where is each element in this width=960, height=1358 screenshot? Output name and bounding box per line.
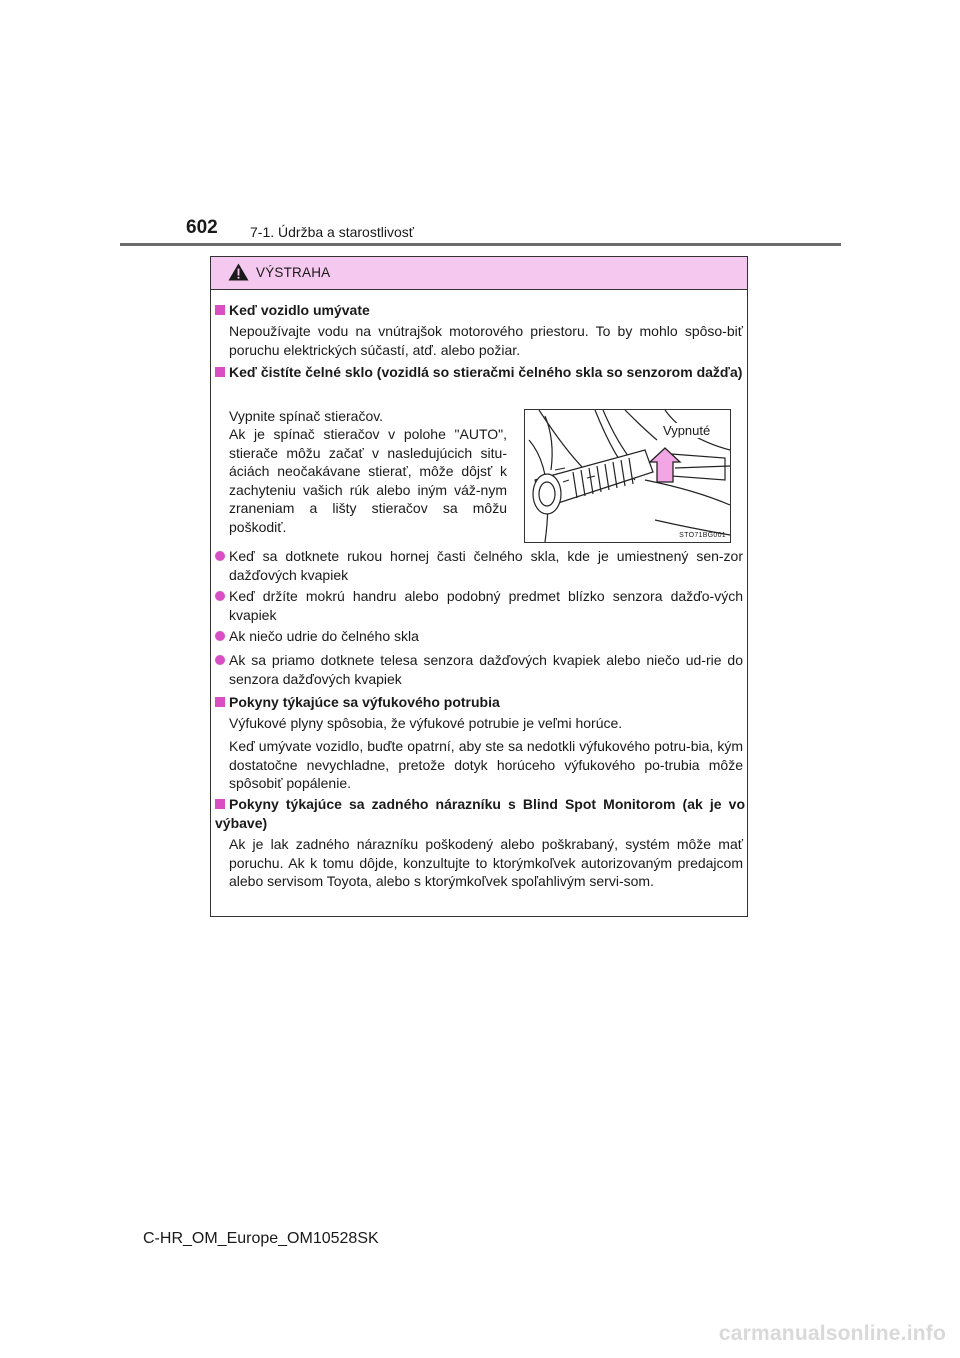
- page-number: 602: [186, 217, 218, 238]
- figure-code: STO71BG001: [679, 532, 726, 539]
- square-bullet-icon: [215, 367, 225, 377]
- section-title: 7-1. Údržba a starostlivosť: [250, 224, 414, 240]
- para-wiper-auto: Ak je spínač stieračov v polohe "AUTO", stierače môžu začať v nasledujúcich situ-áciách neočakávane stierať, môže dôjsť k zachyteniu vašich rúk alebo iným váž-nym zraneniam a lišty stieračov sa môžu poškodiť.: [229, 426, 507, 535]
- heading-washing: Keď vozidlo umývate: [215, 301, 745, 320]
- warning-title: VÝSTRAHA: [256, 265, 331, 280]
- square-bullet-icon: [215, 799, 225, 809]
- round-bullet-icon: [215, 655, 225, 665]
- heading-bumper: Pokyny týkajúce sa zadného nárazníku s Blind Spot Monitorom (ak je vo výbave): [215, 796, 745, 831]
- bullet-sensor-touch: [215, 651, 743, 688]
- warning-triangle-icon: [228, 263, 249, 281]
- round-bullet-icon: [215, 551, 225, 561]
- header-rule: [120, 243, 841, 246]
- bullet-wet-cloth: [215, 587, 743, 624]
- round-bullet-icon: [215, 591, 225, 601]
- warning-header: [211, 257, 747, 290]
- wiper-switch-figure: [524, 409, 731, 543]
- heading-exhaust: Pokyny týkajúce sa výfukového potrubia: [215, 693, 745, 712]
- bullet-text: Keď držíte mokrú handru alebo podobný predmet blízko senzora dažďo-vých kvapiek: [229, 588, 743, 623]
- para-exhaust-hot: Výfukové plyny spôsobia, že výfukové potrubie je veľmi horúce.: [229, 715, 623, 731]
- heading-windshield: Keď čistíte čelné sklo (vozidlá so stieračmi čelného skla so senzorom dažďa): [215, 363, 745, 382]
- document-id: C-HR_OM_Europe_OM10528SK: [143, 1230, 379, 1247]
- bullet-touch-top: [215, 547, 743, 584]
- para-wiper-off: Vypnite spínač stieračov.: [229, 408, 384, 424]
- figure-label-off: Vypnuté: [663, 423, 711, 438]
- watermark: carmanualsonline.info: [718, 1322, 946, 1345]
- para-exhaust-burn: Keď umývate vozidlo, buďte opatrní, aby ste sa nedotkli výfukového potru-bia, kým dostatočne nevychladne, pretože dotyk horúceho výfukového po-trubia môže spôsobiť popálenie.: [229, 738, 743, 791]
- bullet-text: Ak sa priamo dotknete telesa senzora dažďových kvapiek alebo niečo ud-rie do senzora dažďových kvapiek: [229, 652, 743, 687]
- square-bullet-icon: [215, 305, 225, 315]
- bullet-hit-glass: [215, 627, 743, 646]
- bullet-text: Ak niečo udrie do čelného skla: [229, 628, 419, 644]
- round-bullet-icon: [215, 631, 225, 641]
- para-bumper: Ak je lak zadného nárazníku poškodený alebo poškrabaný, systém môže mať poruchu. Ak k tomu dôjde, konzultujte to ktorýmkoľvek autorizovaným predajcom alebo servisom Toyota, alebo s ktorýmkoľvek spoľahlivým servi-som.: [229, 836, 743, 889]
- bullet-text: Keď sa dotknete rukou hornej časti čelného skla, kde je umiestnený sen-zor dažďových kvapiek: [229, 548, 743, 583]
- warning-box: [210, 256, 748, 917]
- para-washing: Nepoužívajte vodu na vnútrajšok motorového priestoru. To by mohlo spôso-biť poruchu elektrických súčastí, atď. alebo požiar.: [229, 323, 743, 358]
- square-bullet-icon: [215, 697, 225, 707]
